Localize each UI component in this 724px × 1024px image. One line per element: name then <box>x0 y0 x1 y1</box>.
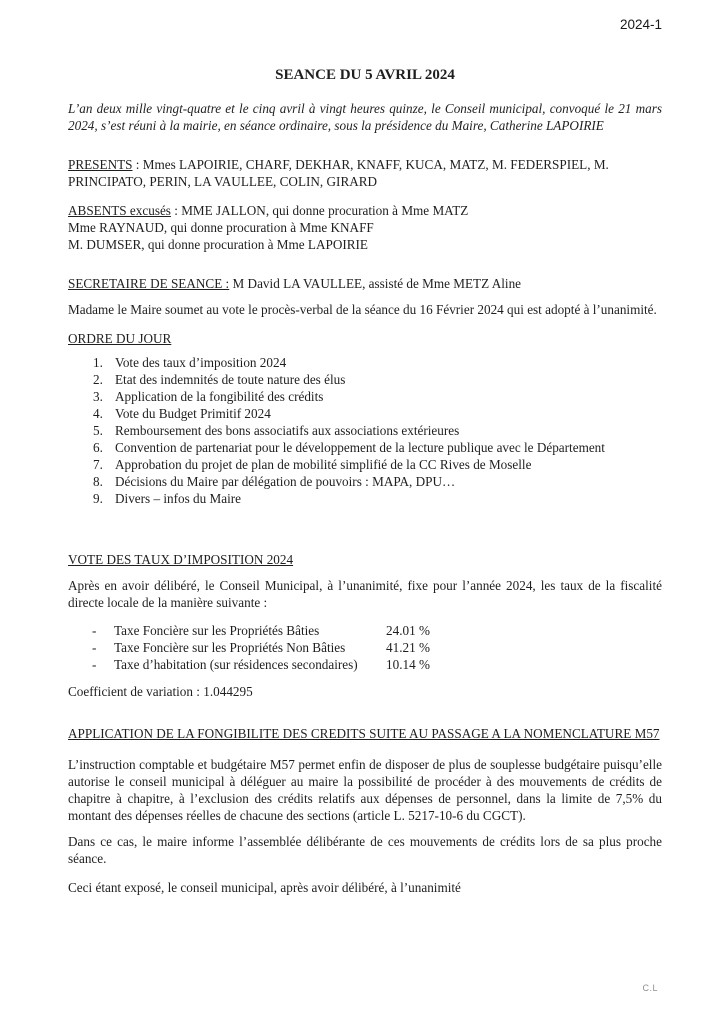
tax-rate-label: Taxe d’habitation (sur résidences secondaires) <box>114 657 358 672</box>
list-item <box>68 354 662 371</box>
dash-bullet: - <box>92 657 97 672</box>
list-item <box>68 490 662 507</box>
fongibilite-heading-text: APPLICATION DE LA FONGIBILITE DES CREDITS SUITE AU PASSAGE A LA NOMENCLATURE M57 <box>68 726 660 741</box>
dash-bullet: - <box>92 623 97 638</box>
list-item-number: 5. <box>93 423 103 438</box>
list-item <box>68 371 662 388</box>
fongibilite-paragraph-1: L’instruction comptable et budgétaire M57 permet enfin de disposer de plus de souplesse budgétaire puisqu’elle autorise le conseil municipal à déléguer au maire la possibilité de procéder à des mouvements de crédits de chapitre à chapitre, à l’exclusion des crédits relatifs aux dépenses de personnel, dans la limite de 7,5% du montant des dépenses réelles de chacune des sections (article L. 5217-10-6 du CGCT). <box>68 757 662 823</box>
tax-rates-list <box>68 622 662 673</box>
coefficient-line: Coefficient de variation : 1.044295 <box>68 684 253 699</box>
list-item-text: Etat des indemnités de toute nature des élus <box>115 372 346 387</box>
intro-paragraph: L’an deux mille vingt-quatre et le cinq avril à vingt heures quinze, le Conseil municipal, convoqué le 21 mars 2024, s’est réuni à la mairie, en séance ordinaire, sous la présidence du Maire, Catherine LAPOIRIE <box>68 101 662 133</box>
list-item-number: 1. <box>93 355 103 370</box>
fongibilite-paragraph-3: Ceci étant exposé, le conseil municipal, après avoir délibéré, à l’unanimité <box>68 880 461 895</box>
fongibilite-heading <box>68 725 662 742</box>
fongibilite-paragraph-2: Dans ce cas, le maire informe l’assemblée délibérante de ces mouvements de crédits lors de sa plus proche séance. <box>68 834 662 866</box>
list-item <box>68 422 662 439</box>
vote-taux-heading-text: VOTE DES TAUX D’IMPOSITION 2024 <box>68 552 294 567</box>
ordre-du-jour-heading-text: ORDRE DU JOUR <box>68 331 172 346</box>
tax-rate-row <box>68 622 662 639</box>
presents-text: : Mmes LAPOIRIE, CHARF, DEKHAR, KNAFF, KUCA, MATZ, M. FEDERSPIEL, M. PRINCIPATO, PERIN, LA VAULLEE, COLIN, GIRARD <box>68 157 609 189</box>
list-item <box>68 388 662 405</box>
list-item-text: Convention de partenariat pour le développement de la lecture publique avec le Département <box>115 440 605 455</box>
presents-paragraph <box>68 156 662 190</box>
list-item-number: 3. <box>93 389 103 404</box>
list-item <box>68 405 662 422</box>
list-item-text: Approbation du projet de plan de mobilité simplifié de la CC Rives de Moselle <box>115 457 532 472</box>
tax-rate-row <box>68 639 662 656</box>
absents-line2: Mme RAYNAUD, qui donne procuration à Mme KNAFF <box>68 220 374 235</box>
absents-paragraph <box>68 202 662 253</box>
ordre-du-jour-heading <box>68 330 662 347</box>
secretaire-label: SECRETAIRE DE SEANCE : <box>68 276 230 291</box>
list-item-number: 4. <box>93 406 103 421</box>
page-title: SEANCE DU 5 AVRIL 2024 <box>275 67 455 83</box>
vote-taux-heading <box>68 551 662 568</box>
ordre-du-jour-list <box>68 354 662 507</box>
list-item <box>68 473 662 490</box>
list-item-number: 2. <box>93 372 103 387</box>
list-item-text: Application de la fongibilité des crédits <box>115 389 324 404</box>
tax-rate-label: Taxe Foncière sur les Propriétés Non Bâties <box>114 640 346 655</box>
absents-label: ABSENTS excusés <box>68 203 171 218</box>
proces-verbal-paragraph: Madame le Maire soumet au vote le procès-verbal de la séance du 16 Février 2024 qui est adopté à l’unanimité. <box>68 302 657 317</box>
tax-rate-value: 10.14 % <box>386 657 430 672</box>
footer-initials: C.L <box>642 983 658 993</box>
absents-line1: : MME JALLON, qui donne procuration à Mme MATZ <box>170 203 469 218</box>
secretaire-text: M David LA VAULLEE, assisté de Mme METZ Aline <box>229 276 522 291</box>
absents-line3: M. DUMSER, qui donne procuration à Mme LAPOIRIE <box>68 237 368 252</box>
vote-taux-paragraph: Après en avoir délibéré, le Conseil Municipal, à l’unanimité, fixe pour l’année 2024, les taux de la fiscalité directe locale de la manière suivante : <box>68 578 662 610</box>
list-item-text: Décisions du Maire par délégation de pouvoirs : MAPA, DPU… <box>115 474 456 489</box>
list-item-number: 9. <box>93 491 103 506</box>
list-item-text: Vote des taux d’imposition 2024 <box>115 355 287 370</box>
secretaire-paragraph <box>68 275 662 292</box>
presents-label: PRESENTS <box>68 157 133 172</box>
list-item <box>68 439 662 456</box>
dash-bullet: - <box>92 640 97 655</box>
list-item-number: 8. <box>93 474 103 489</box>
list-item-number: 7. <box>93 457 103 472</box>
list-item-text: Vote du Budget Primitif 2024 <box>115 406 271 421</box>
tax-rate-row <box>68 656 662 673</box>
page-number: 2024-1 <box>619 17 662 32</box>
list-item-text: Remboursement des bons associatifs aux associations extérieures <box>115 423 460 438</box>
list-item-number: 6. <box>93 440 103 455</box>
list-item <box>68 456 662 473</box>
tax-rate-value: 41.21 % <box>386 640 430 655</box>
tax-rate-value: 24.01 % <box>386 623 430 638</box>
tax-rate-label: Taxe Foncière sur les Propriétés Bâties <box>114 623 320 638</box>
list-item-text: Divers – infos du Maire <box>115 491 241 506</box>
